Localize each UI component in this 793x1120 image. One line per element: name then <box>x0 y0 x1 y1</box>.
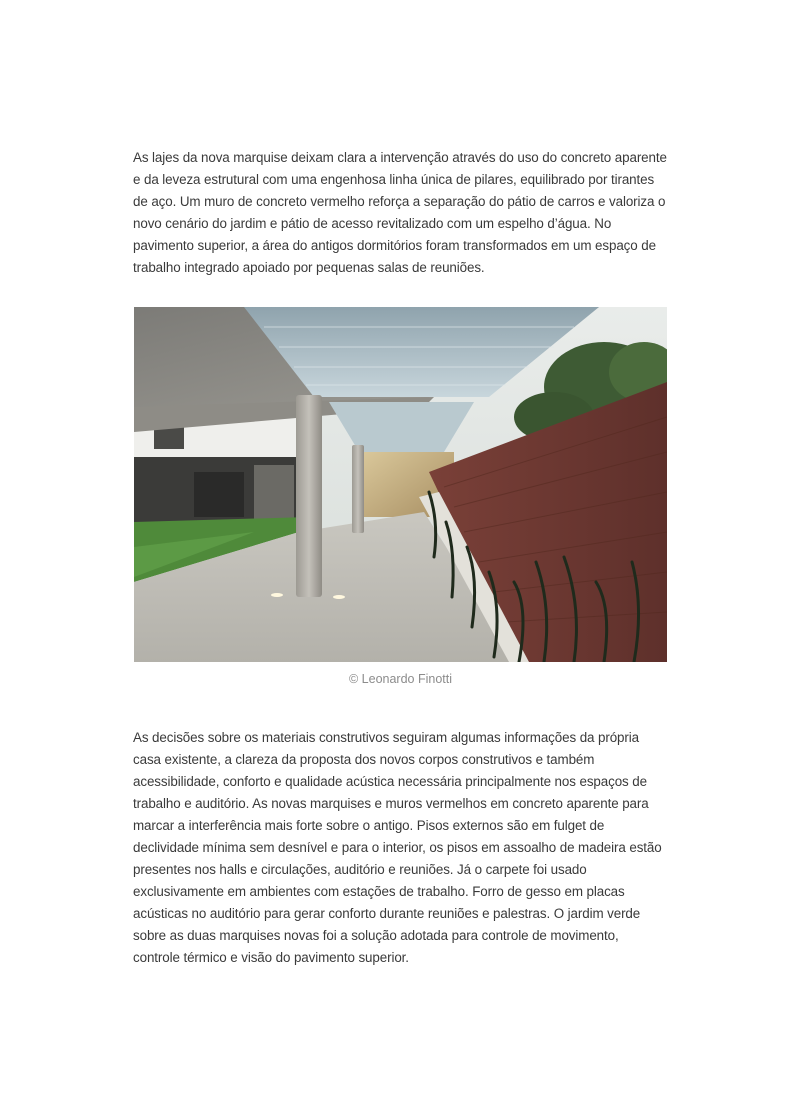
paragraph-line: As lajes da nova marquise deixam clara a intervenção através do uso do concreto aparente <box>133 150 667 165</box>
paragraph-line: trabalho e auditório. As novas marquises e muros vermelhos em concreto aparente para <box>133 796 649 811</box>
paragraph-line: presentes nos halls e circulações, auditório e reuniões. Já o carpete foi usado <box>133 862 587 877</box>
paragraph-line: e da leveza estrutural com uma engenhosa linha única de pilares, equilibrado por tirantes <box>133 172 655 187</box>
photo-illustration <box>134 307 667 662</box>
paragraph-line: casa existente, a clareza da proposta dos novos corpos construtivos e também <box>133 752 595 767</box>
paragraph-line: marcar a interferência mais forte sobre o antigo. Pisos externos são em fulget de <box>133 818 605 833</box>
paragraph-line: exclusivamente em ambientes com estações de trabalho. Forro de gesso em placas <box>133 884 625 899</box>
paragraph-line: acessibilidade, conforto e qualidade acústica necessária principalmente nos espaços de <box>133 774 647 789</box>
paragraph-line: acústicas no auditório para gerar conforto durante reuniões e palestras. O jardim verde <box>133 906 641 921</box>
paragraph-line: pavimento superior, a área do antigos dormitórios foram transformados em um espaço de <box>133 238 656 253</box>
paragraph-line: de aço. Um muro de concreto vermelho reforça a separação do pátio de carros e valoriza o <box>133 194 666 209</box>
paragraph-line: controle térmico e visão do pavimento superior. <box>133 950 409 965</box>
paragraph-line: novo cenário do jardim e pátio de acesso revitalizado com um espelho d’água. No <box>133 216 612 231</box>
paragraph-construction-materials <box>133 727 673 969</box>
paragraph-line: declividade mínima sem desnível e para o interior, os pisos em assoalho de madeira estão <box>133 840 662 855</box>
paragraph-materials-intro <box>133 147 673 279</box>
paragraph-line: As decisões sobre os materiais construtivos seguiram algumas informações da própria <box>133 730 639 745</box>
photo-caption: © Leonardo Finotti <box>348 672 453 686</box>
paragraph-line: trabalho integrado apoiado por pequenas salas de reuniões. <box>133 260 485 275</box>
architecture-photo <box>134 307 667 662</box>
paragraph-line: sobre as duas marquises novas foi a solução adotada para controle de movimento, <box>133 928 619 943</box>
